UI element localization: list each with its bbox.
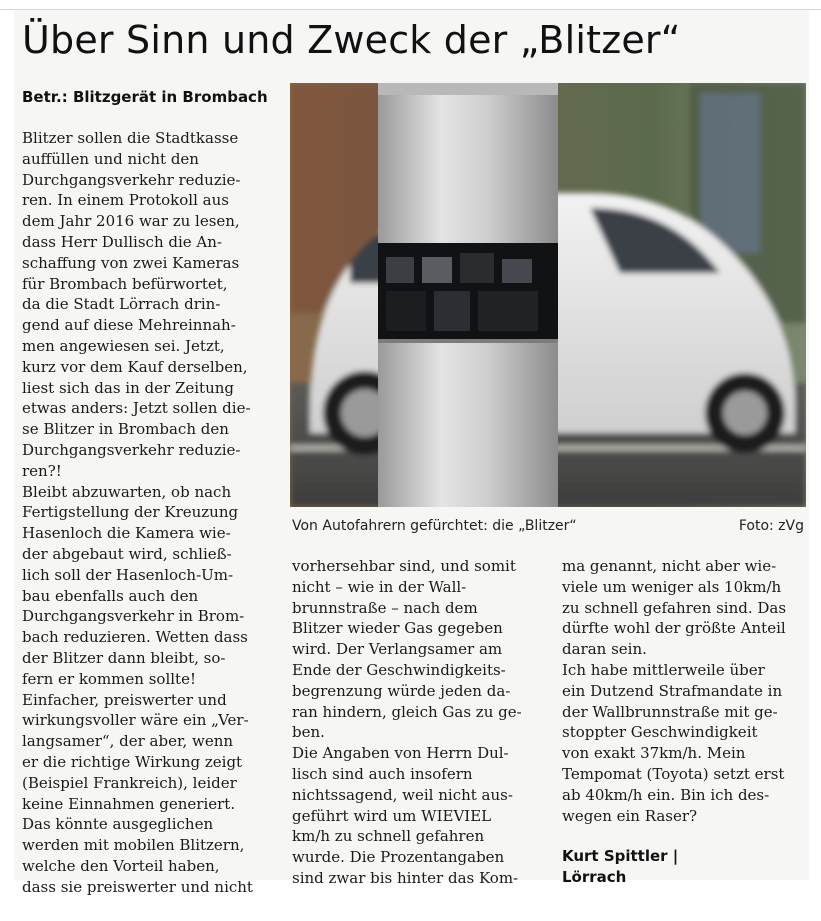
photo-credit: Foto: zVg <box>738 518 804 534</box>
text-column-3 <box>562 556 807 826</box>
text-column-1 <box>22 128 267 897</box>
paragraph: Ich habe mittlerweile über ein Dutzend Strafmandate in der Wallbrunnstraße mit ge- stoppter Geschwindigkeit von exakt 37km/h. Mein Tempomat (Toyota) setzt erst ab 40km/h ein. Bin ich des- wegen ein Raser? <box>562 660 785 825</box>
author-signature: Kurt Spittler | Lörrach <box>562 847 679 886</box>
article-headline: Über Sinn und Zweck der „Blitzer“ <box>22 18 681 62</box>
paragraph: ma genannt, nicht aber wie- viele um weniger als 10km/h zu schnell gefahren sind. Das dürfte wohl der größte Anteil daran sein. <box>562 557 787 659</box>
speed-camera-illustration <box>290 83 806 507</box>
paragraph: Das könnte ausgeglichen werden mit mobilen Blitzern, welche den Vorteil haben, dass sie preiswerter und nicht <box>22 815 253 896</box>
text-column-2 <box>292 556 537 889</box>
speed-camera-photo <box>290 83 806 507</box>
paragraph: Einfacher, preiswerter und wirkungsvoller wäre ein „Ver- langsamer“, der aber, wenn er die richtige Wirkung zeigt (Beispiel Frankreich), leider keine Einnahmen generiert. <box>22 690 249 813</box>
paragraph: vorhersehbar sind, und somit nicht – wie in der Wall- brunnstraße – nach dem Blitzer wieder Gas gegeben wird. Der Verlangsamer am Ende der Geschwindigkeits- begrenzung würde jeden da- ran hindern, gleich Gas zu ge- ben. <box>292 557 522 742</box>
photo-caption <box>292 514 806 538</box>
paragraph: Die Angaben von Herrn Dul- lisch sind auch insofern nichtssagend, weil nicht aus- geführt wird um WIEVIEL km/h zu schnell gefahren wurde. Die Prozentangaben sind zwar bis hinter das Kom- <box>292 744 519 887</box>
paragraph: Blitzer sollen die Stadtkasse auffüllen und nicht den Durchgangsverkehr reduzie- ren. In einem Protokoll aus dem Jahr 2016 war zu lesen, dass Herr Dullisch die An- schaffung von zwei Kameras für Brombach befürwortet, da die Stadt Lörrach drin- gend auf diese Mehreinnah- men angewiesen sei. Jetzt, kurz vor dem Kauf derselben, liest sich das in der Zeitung etwas anders: Jetzt sollen die- se Blitzer in Brombach den Durchgangsverkehr reduzie- ren?! <box>22 129 251 480</box>
paragraph: Bleibt abzuwarten, ob nach Fertigstellung der Kreuzung Hasenloch die Kamera wie- der abgebaut wird, schließ- lich soll der Hasenloch-Um- bau ebenfalls auch den Durchgangsverkehr in Brom- bach reduzieren. Wetten dass der Blitzer dann bleibt, so- fern er kommen sollte! <box>22 482 248 688</box>
photo-caption-text: Von Autofahrern gefürchtet: die „Blitzer“ <box>292 518 577 534</box>
letter-subject: Betr.: Blitzgerät in Brombach <box>22 88 268 106</box>
